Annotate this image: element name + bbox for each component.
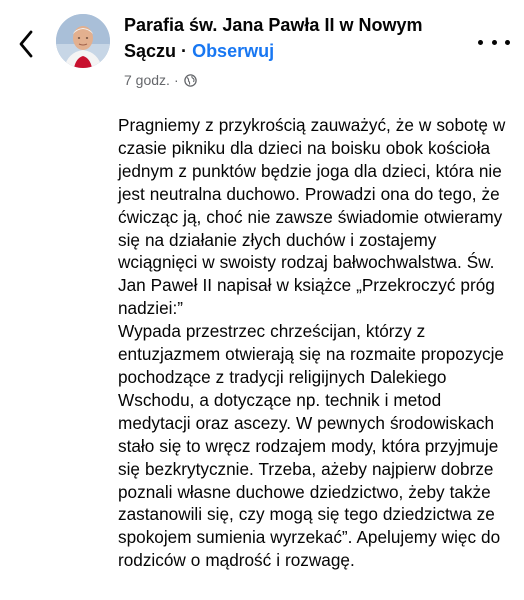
avatar-image [56,14,110,68]
more-options-dot [492,40,497,45]
timestamp[interactable]: 7 godz. [124,72,170,88]
back-button[interactable] [14,24,40,64]
post-text: Pragniemy z przykrością zauważyć, że w sobotę w czasie pikniku dla dzieci na boisku obok kościoła jednym z punktów będzie joga dla dzieci, która nie jest neutralna duchowo. Prowadzi ona do tego, że ćwicząc ją, choć nie zawsze świadomie otwieramy się na działanie złych duchów i zostajemy wciągnięci w swoisty rodzaj bałwochwalstwa. Św. Jan Paweł II napisał w książce „Przekroczyć próg nadziei:” Wypada przestrzec chrześcijan, którzy z entuzjazmem otwierają się na rozmaite propozycje pochodzące z tradycji religijnych Dalekiego Wschodu, a dotyczące np. technik i metod medytacji oraz ascezy. W pewnych środowiskach stało się to wręcz rodzajem mody, która przyjmuje się bezkrytycznie. Trzeba, ażeby najpierw dobrze poznali własne duchowe dziedzictwo, żeby także zastanowili się, czy mogą się tego dziedzictwa ze spokojem sumienia wyrzekać”. Apelujemy więc do rodziców o mądrość i rozwagę. [118,115,506,571]
separator-dot: · [181,41,188,61]
page-name[interactable]: Parafia św. Jana Pawła II w Nowym Sączu [124,15,423,61]
chevron-left-icon [14,24,40,64]
post-meta [124,71,197,89]
post-header [0,0,524,100]
globe-icon [184,74,197,87]
page-avatar[interactable] [56,14,110,68]
more-options-dot [505,40,510,45]
meta-separator: · [173,72,179,88]
more-options-button[interactable] [478,34,510,50]
more-options-dot [478,40,483,45]
follow-button[interactable]: Obserwuj [192,41,275,61]
page-title-line [124,12,464,64]
